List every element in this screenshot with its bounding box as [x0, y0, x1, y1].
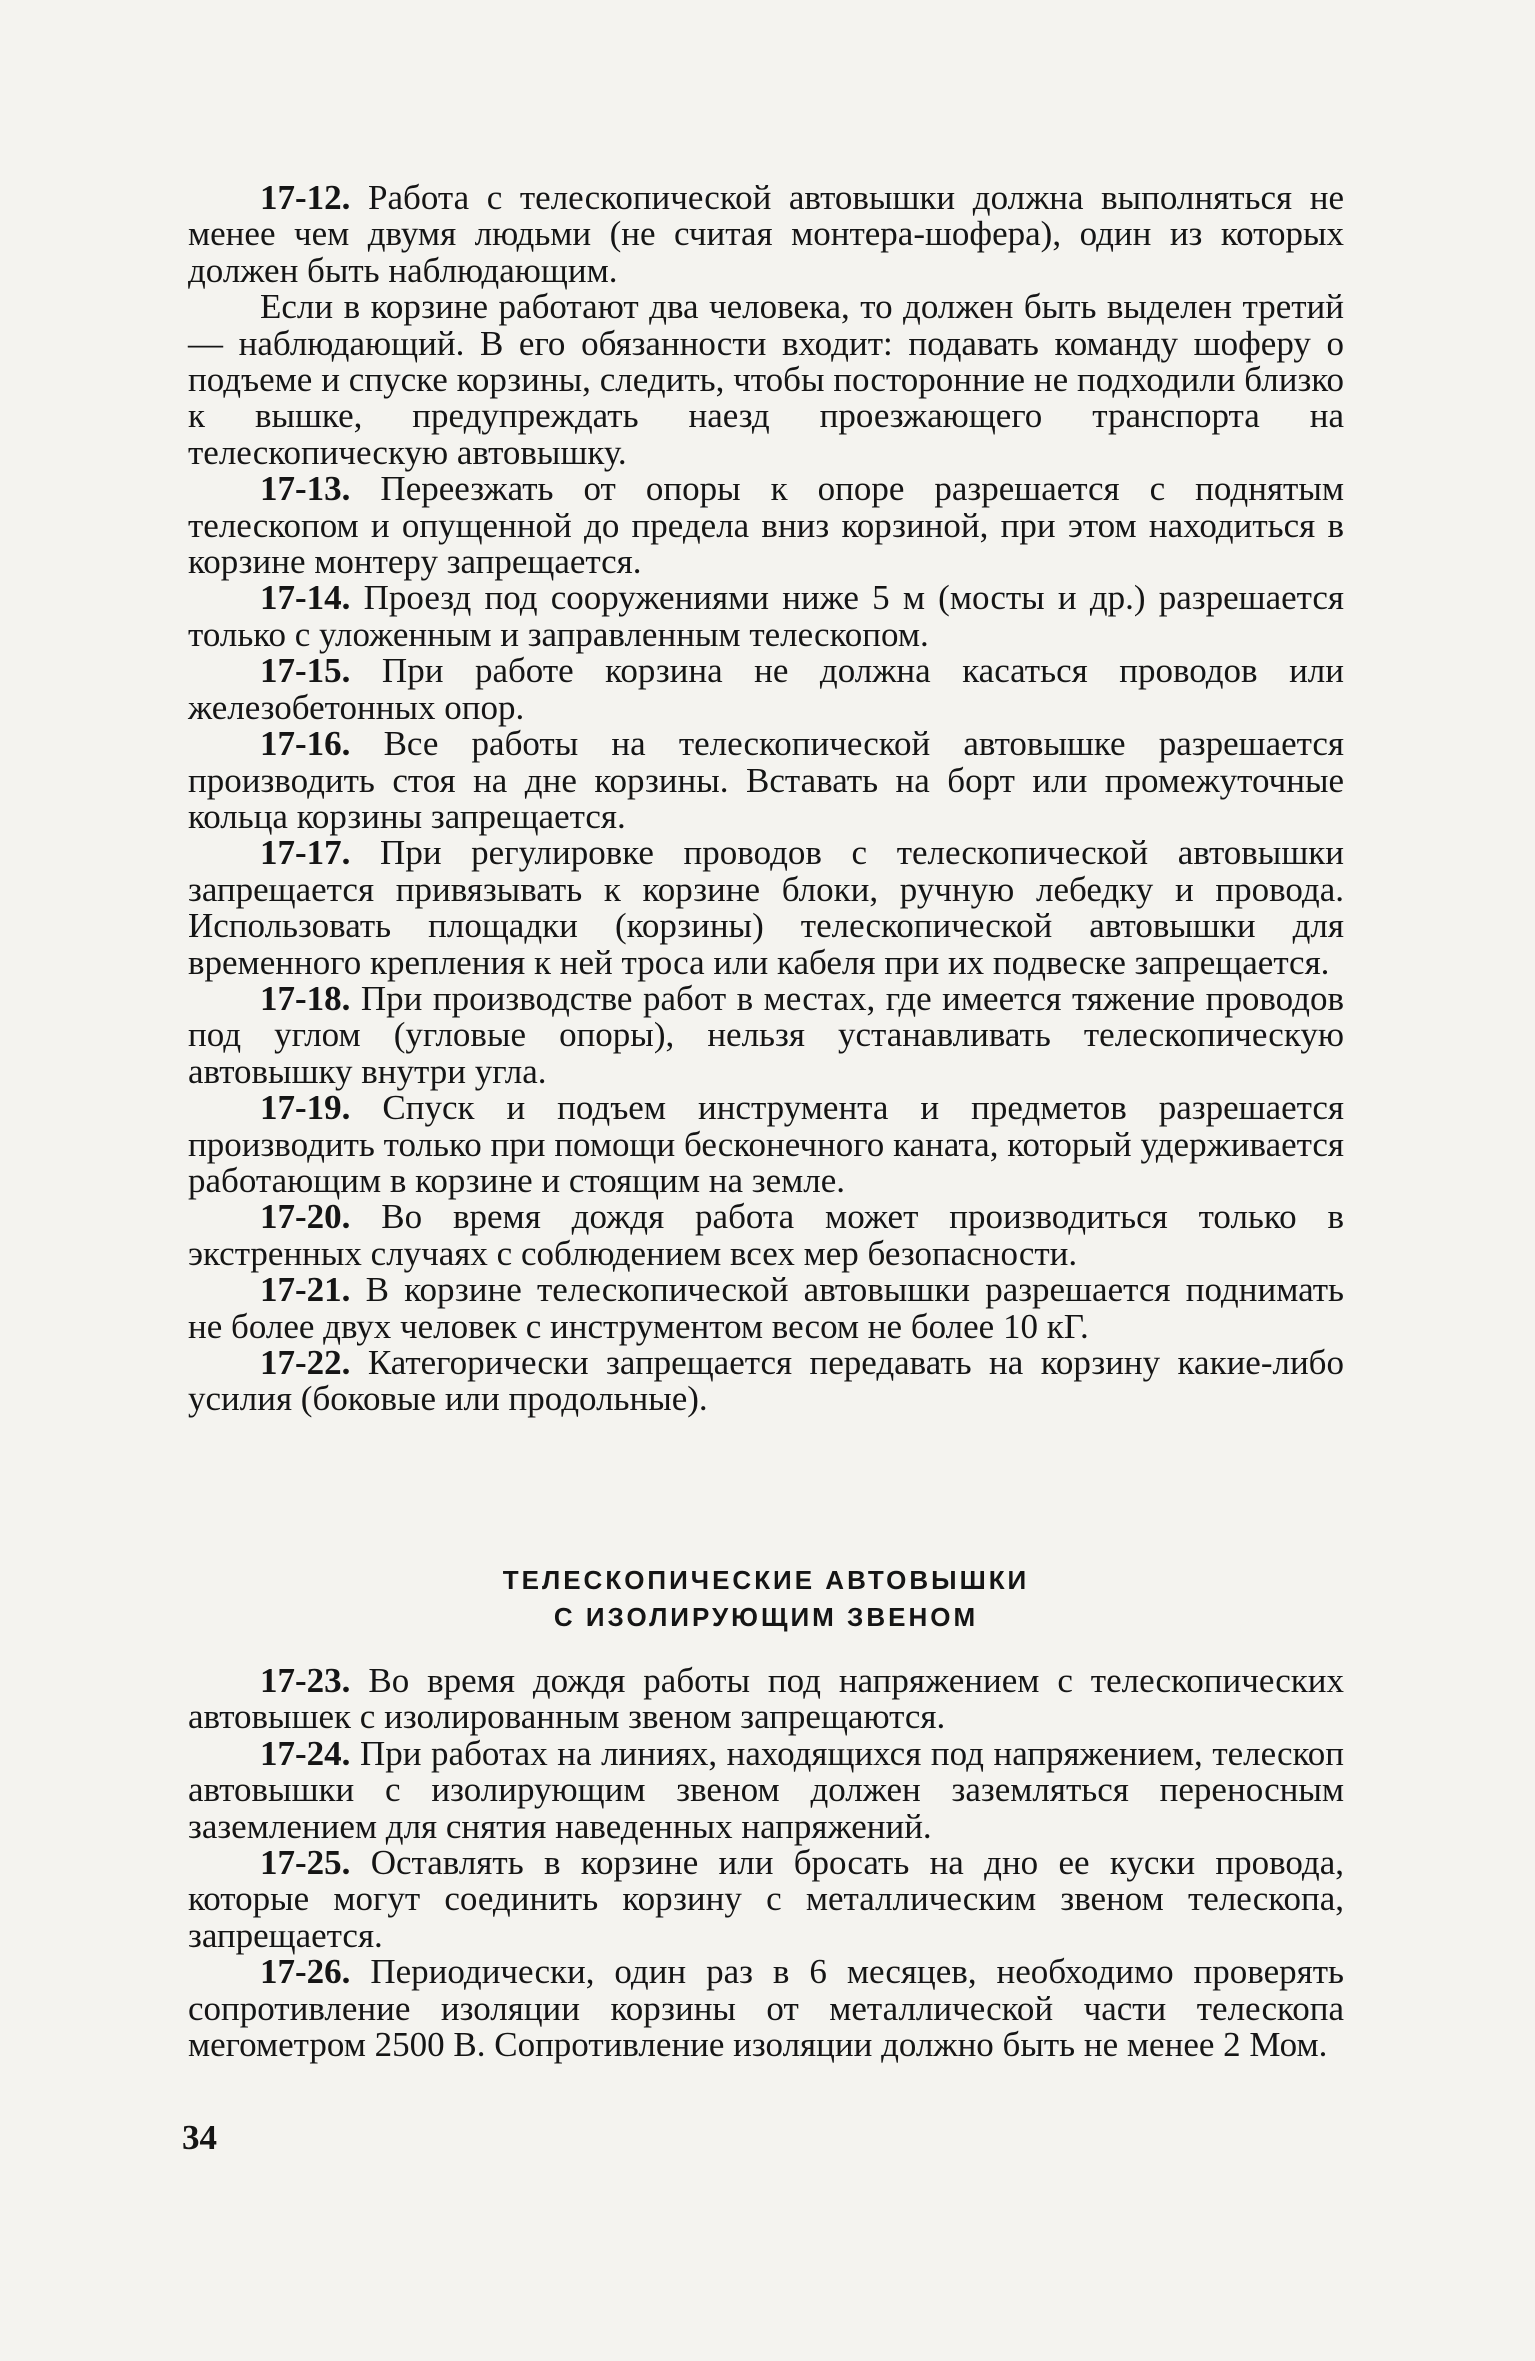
paragraph-17-12: [188, 180, 1344, 289]
paragraph-17-19: [188, 1090, 1344, 1199]
paragraph-number: 17-23.: [260, 1661, 351, 1700]
paragraph-text: Работа с телескопической автовышки должна выполняться не менее чем двумя людьми (не считая монтера-шофера), один из которых должен быть наблюдающим.: [188, 178, 1344, 290]
paragraph-number: 17-14.: [260, 578, 351, 618]
paragraph-17-21: [188, 1272, 1344, 1345]
paragraph-text: Проезд под сооружениями ниже 5 м (мосты и др.) разрешается только с уложенным и заправленным телескопом.: [188, 578, 1344, 654]
section-top: [188, 180, 1344, 1418]
paragraph-number: 17-26.: [260, 1952, 351, 1992]
paragraph-number: 17-25.: [260, 1843, 351, 1883]
paragraph-number: 17-20.: [260, 1197, 351, 1237]
paragraph-17-14: [188, 580, 1344, 653]
page-number: 34: [182, 2118, 217, 2157]
paragraph-17-26: [188, 1954, 1344, 2063]
paragraph-text: Категорически запрещается передавать на корзину какие-либо усилия (боковые или продольные).: [188, 1343, 1344, 1419]
paragraph-number: 17-21.: [260, 1270, 351, 1310]
paragraph-number: 17-16.: [260, 724, 351, 764]
paragraph-17-13: [188, 471, 1344, 580]
paragraph-17-22: [188, 1345, 1344, 1418]
paragraph-text: Все работы на телескопической автовышке разрешается производить стоя на дне корзины. Вставать на борт или промежуточные кольца корзины запрещается.: [188, 724, 1344, 836]
paragraph-text: Если в корзине работают два человека, то должен быть выделен третий — наблюдающий. В его обязанности входит: подавать команду шоферу о подъеме и спуске корзины, следить, чтобы посторонние не подходили близко к вышке, предупреждать наезд проезжающего транспорта на телескопическую автовышку.: [188, 287, 1344, 472]
paragraph-text: При регулировке проводов с телескопической автовышки запрещается привязывать к корзине блоки, ручную лебедку и провода. Использовать площадки (корзины) телескопической автовышки для временного крепления к ней троса или кабеля при их подвеске запрещается.: [188, 833, 1344, 982]
section-heading-line-2: С ИЗОЛИРУЮЩИМ ЗВЕНОМ: [553, 1602, 979, 1632]
paragraph-text: Во время дождя работы под напряжением с телескопических автовышек с изолированным звеном запрещаются.: [188, 1661, 1345, 1737]
paragraph-text: Оставлять в корзине или бросать на дно ее куски провода, которые могут соединить корзину с металлическим звеном телескопа, запрещается.: [188, 1843, 1344, 1955]
section-heading: [188, 1562, 1344, 1636]
paragraph-number: 17-22.: [260, 1343, 351, 1382]
section-bottom: [188, 1663, 1344, 2063]
paragraph-17-24: [188, 1733, 1345, 1846]
paragraph-17-18: [188, 978, 1344, 1091]
paragraph-number: 17-13.: [260, 469, 351, 509]
paragraph-text: В корзине телескопической автовышки разрешается поднимать не более двух человек с инструментом весом не более 10 кГ.: [188, 1270, 1345, 1346]
paragraph-text: Во время дождя работа может производиться только в экстренных случаях с соблюдением всех мер безопасности.: [188, 1197, 1344, 1273]
section-heading-line-1: ТЕЛЕСКОПИЧЕСКИЕ АВТОВЫШКИ: [502, 1565, 1030, 1595]
paragraph-text: При работах на линиях, находящихся под напряжением, телескоп автовышки с изолирующим звеном должен заземляться переносным заземлением для снятия наведенных напряжений.: [188, 1733, 1345, 1846]
paragraph-text: При производстве работ в местах, где имеется тяжение проводов под углом (угловые опоры), нельзя устанавливать телескопическую автовышку внутри угла.: [188, 978, 1344, 1091]
paragraph-number: 17-12.: [260, 178, 351, 217]
paragraph-text: Спуск и подъем инструмента и предметов разрешается производить только при помощи бесконечного каната, который удерживается работающим в корзине и стоящим на земле.: [188, 1088, 1345, 1200]
paragraph-text: Переезжать от опоры к опоре разрешается с поднятым телескопом и опущенной до предела вниз корзиной, при этом находиться в корзине монтеру запрещается.: [188, 469, 1345, 582]
paragraph-17-15: [188, 653, 1344, 726]
paragraph-17-16: [188, 726, 1344, 835]
paragraph-number: 17-24.: [260, 1733, 351, 1773]
paragraph-17-23: [188, 1663, 1344, 1736]
paragraph-number: 17-19.: [260, 1088, 351, 1128]
paragraph-number: 17-15.: [260, 651, 351, 691]
paragraph-17-20: [188, 1199, 1344, 1272]
paragraph-17-12-continued: [188, 289, 1344, 471]
paragraph-17-25: [188, 1845, 1344, 1954]
paragraph-text: При работе корзина не должна касаться проводов или железобетонных опор.: [188, 651, 1344, 727]
paragraph-text: Периодически, один раз в 6 месяцев, необходимо проверять сопротивление изоляции корзины от металлической части телескопа мегометром 2500 В. Сопротивление изоляции должно быть не менее 2 Мом.: [188, 1952, 1344, 2065]
paragraph-17-17: [188, 835, 1344, 981]
paragraph-number: 17-18.: [260, 978, 351, 1018]
paragraph-number: 17-17.: [260, 833, 351, 873]
